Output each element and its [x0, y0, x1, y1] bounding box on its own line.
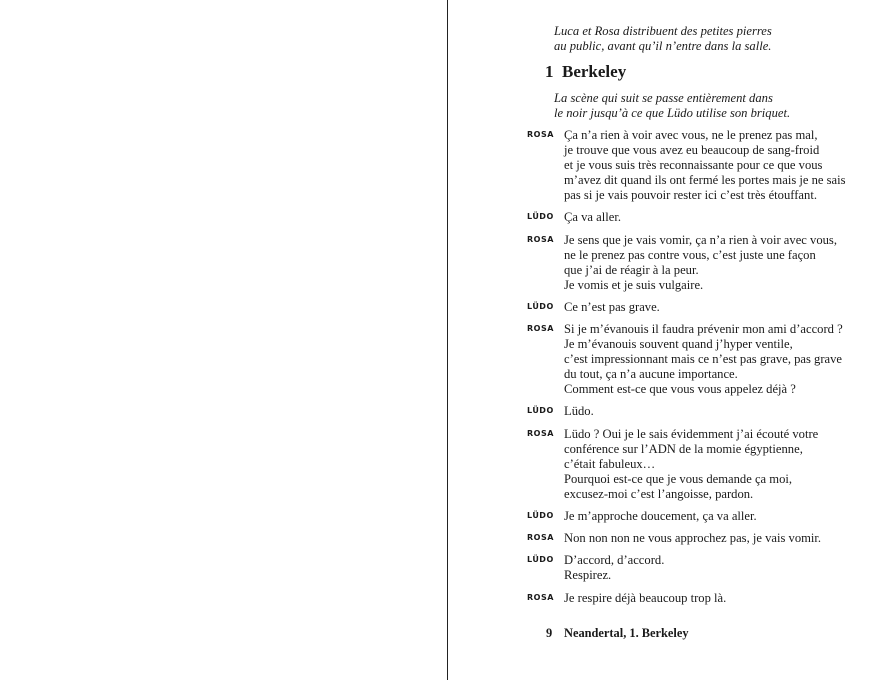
dialogue-text: D’accord, d’accord. Respirez.	[564, 553, 665, 582]
speaker-name: LÜDO	[527, 406, 554, 415]
speaker-name: LÜDO	[527, 302, 554, 311]
page-footer	[546, 626, 689, 641]
speaker-name: ROSA	[527, 235, 554, 244]
intro-stage-direction: Luca et Rosa distribuent des petites pierres au public, avant qu’il n’entre dans la salle.	[554, 24, 772, 53]
speaker-name: ROSA	[527, 324, 554, 333]
scene-number: 1	[545, 62, 554, 81]
running-title: Neandertal, 1. Berkeley	[564, 626, 689, 640]
speaker-name: ROSA	[527, 593, 554, 602]
dialogue-text: Ce n’est pas grave.	[564, 300, 660, 314]
speaker-name: ROSA	[527, 429, 554, 438]
speaker-name: LÜDO	[527, 212, 554, 221]
dialogue-text: Ça n’a rien à voir avec vous, ne le prenez pas mal, je trouve que vous avez eu beaucoup de sang-froid et je vous suis très reconnaissante pour ce que vous m’avez dit quand ils ont fermé les portes mais je ne sais pas si je vais pouvoir rester ici c’est très étouffant.	[564, 128, 846, 202]
speaker-name: LÜDO	[527, 511, 554, 520]
speaker-name: LÜDO	[527, 555, 554, 564]
dialogue-text: Non non non ne vous approchez pas, je vais vomir.	[564, 531, 822, 545]
scene-stage-direction: La scène qui suit se passe entièrement dans le noir jusqu’à ce que Lüdo utilise son briquet.	[554, 91, 791, 120]
speaker-name: ROSA	[527, 533, 554, 542]
dialogue-text: Lüdo.	[564, 404, 594, 418]
dialogue-text: Si je m’évanouis il faudra prévenir mon ami d’accord ? Je m’évanouis souvent quand j’hyper ventile, c’est impressionnant mais ce n’est pas grave, pas grave du tout, ça n’a aucune importance. Comment est-ce que vous vous appelez déjà ?	[564, 322, 843, 396]
dialogue-text: Je sens que je vais vomir, ça n’a rien à voir avec vous, ne le prenez pas contre vous, c’est juste une façon que j’ai de réagir à la peur. Je vomis et je suis vulgaire.	[564, 233, 837, 292]
dialogue-text: Lüdo ? Oui je le sais évidemment j’ai écouté votre conférence sur l’ADN de la momie égyptienne, c’était fabuleux… Pourquoi est-ce que je vous demande ça moi, excusez-moi c’est l’angoisse, pardon.	[564, 427, 819, 501]
dialogue-text: Je respire déjà beaucoup trop là.	[564, 591, 727, 605]
dialogue-text: Je m’approche doucement, ça va aller.	[564, 509, 757, 523]
left-blank-page	[0, 0, 447, 680]
scene-title: Berkeley	[562, 62, 627, 81]
scene-heading	[545, 62, 626, 82]
right-page	[448, 0, 895, 680]
page-number: 9	[546, 626, 553, 640]
dialogue-text: Ça va aller.	[564, 210, 621, 224]
speaker-name: ROSA	[527, 130, 554, 139]
